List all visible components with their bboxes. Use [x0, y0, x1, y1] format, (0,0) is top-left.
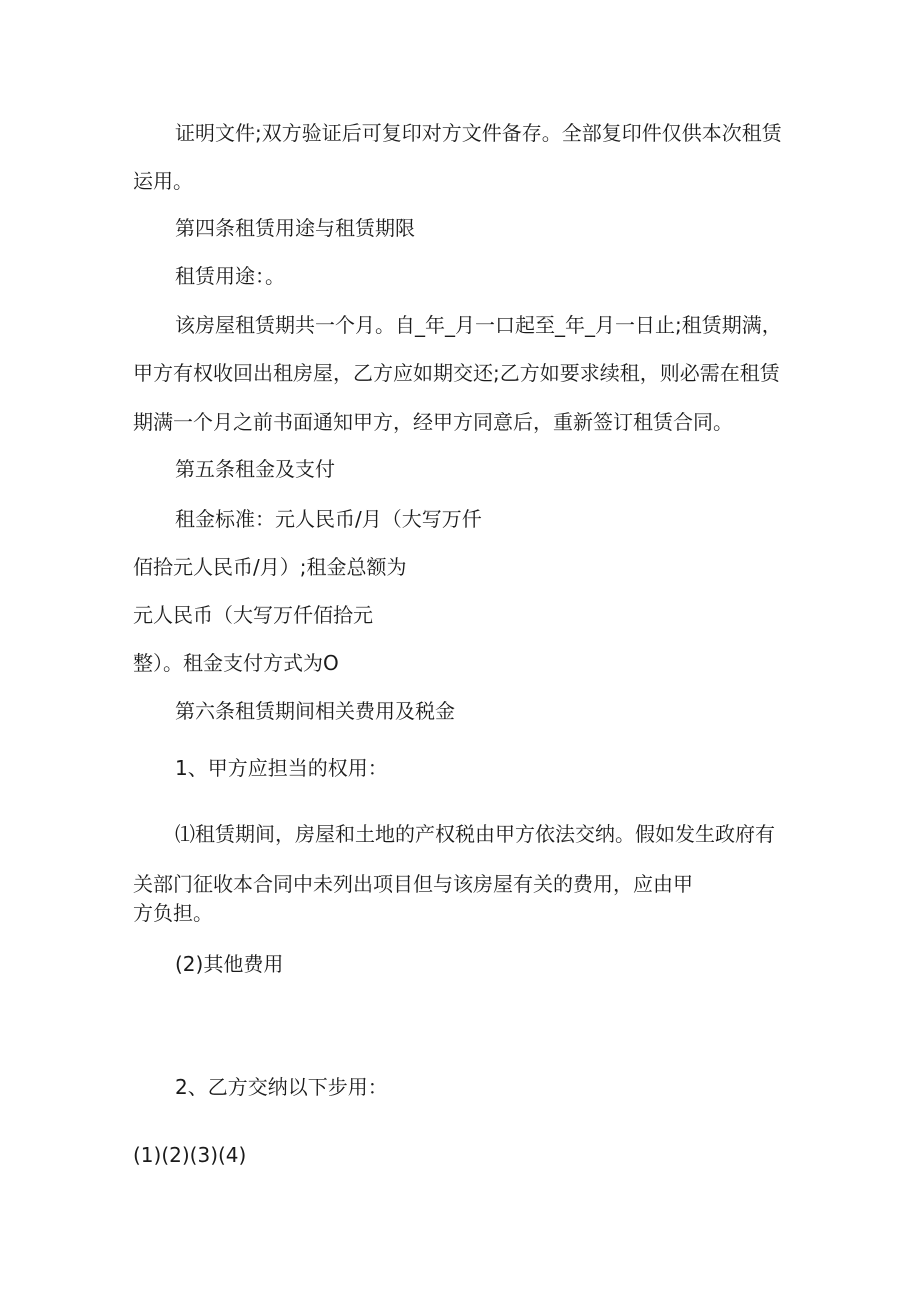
paragraph-line: 证明文件;双方验证后可复印对方文件备存。全部复印件仅供本次租赁	[175, 121, 782, 145]
paragraph-line: 方负担。	[133, 901, 213, 925]
paragraph-line: 租赁用途：。	[175, 264, 285, 288]
paragraph-line: ⑴租赁期间，房屋和土地的产权税由甲方依法交纳。假如发生政府有	[175, 822, 775, 846]
paragraph-line: 佰拾元人民币/月）;租金总额为	[133, 555, 407, 579]
list-item: (1)(2)(3)(4)	[133, 1143, 247, 1167]
list-item: (2)其他费用	[175, 952, 284, 976]
paragraph-line: 运用。	[133, 169, 193, 193]
paragraph-line: 甲方有权收回出租房屋，乙方应如期交还;乙方如要求续租，则必需在租赁	[133, 361, 780, 385]
list-item: 1、甲方应担当的权用：	[175, 756, 388, 780]
section-heading-article-6: 第六条租赁期间相关费用及税金	[175, 699, 455, 723]
paragraph-line: 关部门征收本合同中未列出项目但与该房屋有关的费用，应由甲	[133, 872, 693, 896]
section-heading-article-4: 第四条租赁用途与租赁期限	[175, 216, 415, 240]
list-item: 2、乙方交纳以下步用：	[175, 1075, 388, 1099]
paragraph-line: 元人民币（大写万仟佰拾元	[133, 603, 373, 627]
paragraph-line: 该房屋租赁期共一个月。自_年_月一口起至_年_月一日止;租赁期满，	[175, 313, 782, 337]
paragraph-line: 期满一个月之前书面通知甲方，经甲方同意后，重新签订租赁合同。	[133, 410, 733, 434]
paragraph-line: 租金标准：元人民币/月（大写万仟	[175, 507, 482, 531]
section-heading-article-5: 第五条租金及支付	[175, 457, 335, 481]
paragraph-line: 整）。租金支付方式为O	[133, 651, 339, 675]
